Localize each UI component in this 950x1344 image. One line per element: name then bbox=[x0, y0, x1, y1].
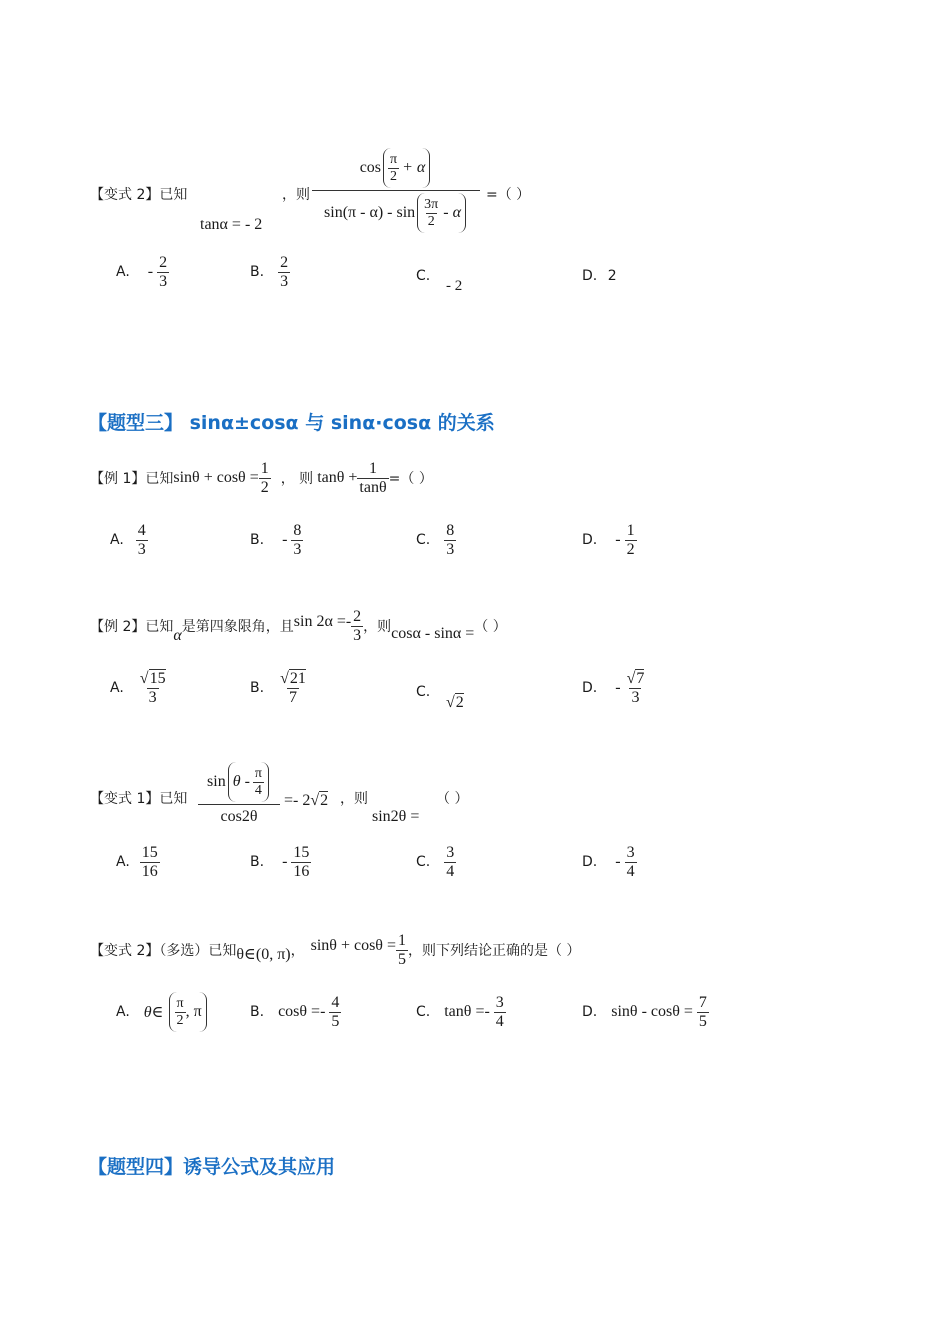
option-a[interactable] bbox=[116, 254, 169, 290]
connector: ， 则 bbox=[280, 471, 314, 488]
frac-den: 7 bbox=[288, 688, 297, 706]
connector: ，则 bbox=[363, 619, 392, 636]
paren-group bbox=[417, 193, 466, 233]
frac-num: π bbox=[254, 766, 262, 782]
radicand: 21 bbox=[289, 670, 306, 687]
frac-num: 3π bbox=[424, 197, 439, 213]
frac-num: 2 bbox=[159, 254, 168, 271]
frac-den: 2 bbox=[427, 213, 435, 229]
sign: - bbox=[615, 853, 621, 871]
paren-group bbox=[169, 992, 206, 1032]
frac-num: 7 bbox=[698, 994, 707, 1011]
fraction-numerator bbox=[312, 146, 480, 190]
frac-num: 1 bbox=[626, 522, 635, 539]
problem-v1-connector: ，则 bbox=[340, 791, 368, 807]
option-d[interactable] bbox=[582, 268, 617, 284]
option-c[interactable] bbox=[416, 522, 456, 558]
frac-den: 16 bbox=[141, 862, 158, 880]
frac-den: 3 bbox=[631, 688, 640, 706]
frac-den: 3 bbox=[446, 540, 455, 558]
option-fraction bbox=[625, 670, 647, 706]
radicand: 2 bbox=[320, 792, 329, 809]
frac-num: 4 bbox=[331, 994, 340, 1011]
frac-den: 3 bbox=[293, 540, 302, 558]
frac-num: 8 bbox=[446, 522, 455, 539]
frac-num: π bbox=[176, 996, 184, 1012]
frac-den: 3 bbox=[159, 272, 168, 290]
sign: - bbox=[282, 531, 288, 549]
frac-den: 4 bbox=[446, 862, 455, 880]
option-fraction bbox=[291, 522, 303, 558]
frac-num: 2 bbox=[353, 608, 362, 625]
option-b[interactable] bbox=[250, 522, 303, 558]
sqrt-sign: √ bbox=[139, 670, 149, 687]
math-expr: cosα - sinα = bbox=[391, 625, 475, 643]
fraction-denominator bbox=[312, 191, 480, 235]
option-fraction bbox=[625, 844, 637, 880]
frac-den: 3 bbox=[137, 540, 146, 558]
frac-num: 3 bbox=[495, 994, 504, 1011]
pi-over-4 bbox=[253, 766, 264, 798]
option-letter: D. bbox=[582, 268, 598, 284]
problem-v2a-label: 【变式 2】已知 bbox=[90, 187, 188, 203]
problem-v1-target: sin2θ = bbox=[372, 808, 420, 825]
option-fraction bbox=[157, 254, 169, 290]
option-d[interactable] bbox=[582, 522, 637, 558]
problem-ex2 bbox=[90, 608, 507, 644]
section-heading-3: 【题型三】 sinα±cosα 与 sinα·cosα 的关系 bbox=[88, 412, 495, 434]
sign: - bbox=[282, 853, 288, 871]
frac-den: 4 bbox=[626, 862, 635, 880]
option-letter: A. bbox=[110, 532, 124, 549]
problem-label: 【例 1】已知 bbox=[90, 471, 174, 488]
connector: ， bbox=[290, 943, 305, 960]
fraction bbox=[351, 608, 363, 644]
option-d[interactable] bbox=[582, 994, 709, 1030]
option-letter: D. bbox=[582, 854, 598, 871]
sqrt-sign: √ bbox=[280, 670, 289, 687]
problem-label: 【例 2】已知 bbox=[90, 619, 174, 636]
sign: - bbox=[615, 531, 621, 549]
frac-den: 2 bbox=[390, 168, 398, 184]
radicand: 7 bbox=[636, 670, 645, 687]
option-letter: A. bbox=[110, 680, 124, 697]
paren-group bbox=[383, 148, 430, 188]
math-expr: sinθ - cosθ = bbox=[611, 1003, 693, 1021]
pi-over-2 bbox=[174, 996, 185, 1028]
frac-num: π bbox=[390, 152, 398, 168]
option-b[interactable] bbox=[250, 844, 311, 880]
fraction-numerator bbox=[198, 760, 280, 804]
math-expr: tanθ + bbox=[317, 469, 358, 487]
option-fraction bbox=[140, 844, 160, 880]
math-expr: sin 2α =- bbox=[293, 613, 352, 631]
frac-den: 16 bbox=[293, 862, 310, 880]
math-expr: sinθ + cosθ = bbox=[310, 937, 396, 955]
fraction bbox=[259, 460, 271, 496]
term: - α bbox=[443, 204, 461, 221]
frac-num: 15 bbox=[293, 844, 310, 861]
option-letter: C. bbox=[416, 268, 431, 284]
frac-num: 1 bbox=[260, 460, 269, 477]
option-value: 2 bbox=[607, 268, 617, 284]
option-a[interactable] bbox=[110, 522, 148, 558]
term: , π bbox=[185, 1003, 202, 1020]
option-c-value bbox=[446, 694, 464, 712]
frac-den: 4 bbox=[495, 1012, 504, 1030]
math-expr: =- 2 bbox=[284, 792, 311, 809]
answer-blank: （ ） bbox=[436, 791, 469, 807]
sqrt-sign: √ bbox=[446, 694, 455, 711]
frac-num: 4 bbox=[137, 522, 146, 539]
sign: - bbox=[147, 263, 154, 281]
option-c[interactable] bbox=[416, 268, 430, 284]
option-fraction bbox=[494, 994, 506, 1030]
cos-func: cos bbox=[359, 159, 382, 176]
frac-num: 1 bbox=[397, 932, 406, 949]
frac-den: 5 bbox=[397, 950, 406, 968]
option-a[interactable] bbox=[110, 670, 168, 706]
radicand: 2 bbox=[455, 694, 464, 711]
frac-den: 2 bbox=[626, 540, 635, 558]
term: + α bbox=[402, 159, 426, 176]
problem-ex1 bbox=[90, 460, 433, 496]
sqrt-sign: √ bbox=[626, 670, 636, 687]
option-c[interactable] bbox=[416, 844, 456, 880]
frac-num: 1 bbox=[369, 460, 378, 477]
option-letter: C. bbox=[416, 854, 431, 871]
math-expr: θ∈ bbox=[143, 1004, 164, 1021]
frac-num: 2 bbox=[280, 254, 289, 271]
option-letter: B. bbox=[250, 680, 265, 697]
condition-expr: θ∈(0, π) bbox=[236, 946, 291, 964]
frac-den: tanθ bbox=[359, 478, 387, 496]
option-letter: C. bbox=[416, 1004, 431, 1021]
frac-den: 5 bbox=[698, 1012, 707, 1030]
frac-den: 3 bbox=[353, 626, 362, 644]
option-c[interactable] bbox=[416, 994, 506, 1030]
option-b[interactable] bbox=[250, 254, 290, 290]
option-a[interactable] bbox=[116, 844, 160, 880]
3pi-over-2 bbox=[422, 197, 440, 229]
frac-num: 15 bbox=[141, 844, 158, 861]
problem-v2a-comma: ，则 bbox=[282, 187, 310, 203]
option-letter: D. bbox=[582, 1004, 598, 1021]
frac-den: 5 bbox=[331, 1012, 340, 1030]
option-fraction bbox=[444, 522, 456, 558]
math-expr: sinθ + cosθ = bbox=[173, 469, 259, 487]
answer-blank: =（ ） bbox=[388, 471, 433, 488]
option-d[interactable] bbox=[582, 670, 646, 706]
option-a[interactable] bbox=[116, 992, 209, 1032]
option-fraction bbox=[278, 670, 308, 706]
radicand: 15 bbox=[149, 670, 166, 687]
frac-num: 8 bbox=[293, 522, 302, 539]
answer-blank: =（ ） bbox=[486, 187, 531, 203]
pi-over-2 bbox=[388, 152, 399, 184]
option-letter: B. bbox=[250, 264, 265, 281]
answer-blank: （ ） bbox=[474, 619, 507, 636]
frac-den: 4 bbox=[254, 782, 262, 798]
answer-blank: ，则下列结论正确的是（ ） bbox=[407, 943, 581, 960]
option-fraction bbox=[329, 994, 341, 1030]
option-fraction bbox=[138, 670, 168, 706]
sin-func: sin bbox=[207, 773, 226, 790]
section-heading-4: 【题型四】诱导公式及其应用 bbox=[88, 1156, 336, 1178]
option-letter: B. bbox=[250, 532, 265, 549]
math-expr: tanθ =- bbox=[444, 1003, 490, 1021]
option-b[interactable] bbox=[250, 670, 308, 706]
option-letter: B. bbox=[250, 1004, 265, 1021]
condition-text: 是第四象限角，且 bbox=[181, 619, 294, 636]
term: θ - bbox=[232, 773, 250, 790]
option-letter: D. bbox=[582, 680, 598, 697]
fraction-denominator: cos2θ bbox=[220, 808, 258, 825]
option-letter: A. bbox=[116, 1004, 130, 1020]
option-d[interactable] bbox=[582, 844, 637, 880]
sin-term: sin(π - α) - sin bbox=[324, 204, 416, 221]
frac-den: 3 bbox=[148, 688, 157, 706]
option-c-value: - 2 bbox=[446, 278, 463, 294]
frac-num: 3 bbox=[446, 844, 455, 861]
problem-label: 【变式 2】（多选）已知 bbox=[90, 943, 237, 960]
option-letter: A. bbox=[116, 854, 130, 871]
option-fraction bbox=[278, 254, 290, 290]
option-fraction bbox=[625, 522, 637, 558]
option-fraction bbox=[291, 844, 311, 880]
paren-group bbox=[228, 762, 269, 802]
alpha-symbol: α bbox=[173, 627, 182, 645]
sqrt-sign: √ bbox=[310, 792, 320, 809]
fraction bbox=[396, 932, 408, 968]
problem-v1-fraction bbox=[198, 760, 280, 829]
frac-den: 3 bbox=[280, 272, 289, 290]
option-fraction bbox=[136, 522, 148, 558]
option-fraction bbox=[697, 994, 709, 1030]
frac-den: 2 bbox=[176, 1012, 184, 1028]
frac-num: 3 bbox=[626, 844, 635, 861]
option-c[interactable] bbox=[416, 684, 430, 700]
option-letter: D. bbox=[582, 532, 598, 549]
problem-v1-label: 【变式 1】已知 bbox=[90, 791, 188, 807]
option-fraction bbox=[444, 844, 456, 880]
problem-v2b bbox=[90, 932, 580, 968]
problem-v2a-condition: tanα = - 2 bbox=[200, 216, 263, 233]
frac-den: 2 bbox=[260, 478, 269, 496]
fraction bbox=[357, 460, 388, 496]
problem-v2a-fraction bbox=[312, 146, 480, 235]
option-b[interactable] bbox=[250, 994, 341, 1030]
option-letter: C. bbox=[416, 532, 431, 549]
option-letter: B. bbox=[250, 854, 265, 871]
option-letter: A. bbox=[116, 264, 130, 281]
option-letter: C. bbox=[416, 684, 431, 700]
problem-v1-rhs bbox=[284, 792, 328, 810]
sign: - bbox=[615, 679, 621, 697]
math-expr: cosθ =- bbox=[278, 1003, 326, 1021]
